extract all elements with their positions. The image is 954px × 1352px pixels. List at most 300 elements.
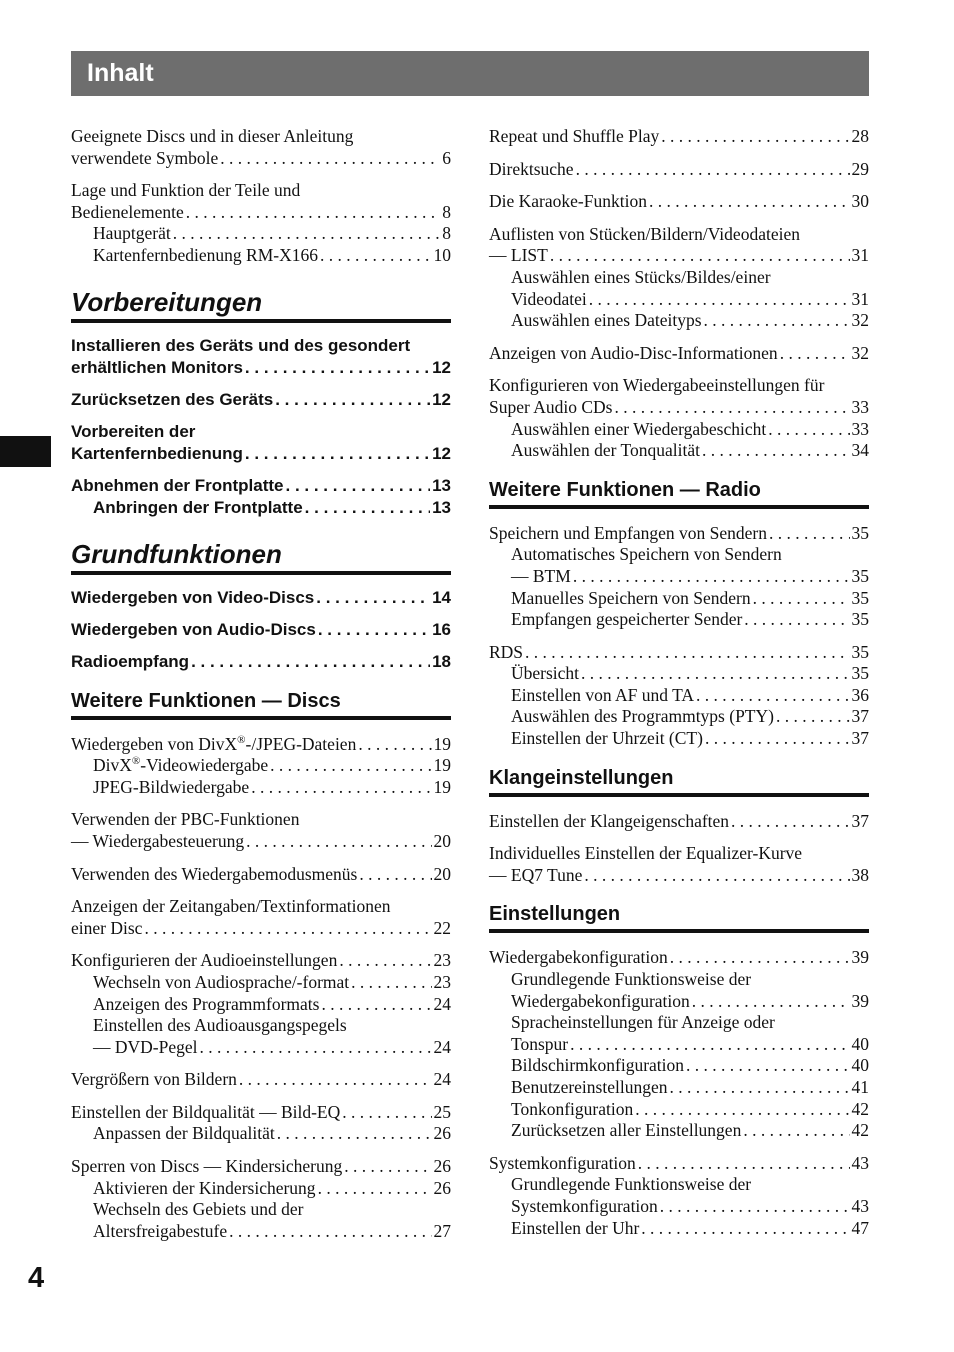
toc-entry[interactable]	[489, 126, 869, 148]
toc-entry[interactable]	[71, 896, 451, 918]
dot-leader	[220, 148, 440, 170]
toc-group	[71, 587, 451, 609]
toc-einstellungen	[489, 947, 869, 1239]
toc-entry[interactable]	[71, 809, 451, 831]
toc-entry[interactable]	[71, 1178, 451, 1200]
toc-entry-label: Grundlegende Funktionsweise der	[511, 969, 752, 990]
toc-entry[interactable]	[489, 159, 869, 181]
toc-entry-page: 31	[851, 245, 869, 266]
toc-group	[489, 375, 869, 461]
toc-entry[interactable]	[71, 619, 451, 641]
toc-entry-page: 19	[433, 733, 451, 754]
toc-entry-label: einer Disc	[71, 917, 143, 938]
page-number: 4	[28, 1262, 45, 1294]
toc-entry[interactable]	[489, 440, 869, 462]
toc-entry[interactable]	[71, 421, 451, 443]
toc-entry[interactable]	[71, 389, 451, 411]
toc-entry[interactable]	[71, 651, 451, 673]
toc-entry[interactable]	[489, 969, 869, 991]
toc-entry-page: 30	[851, 191, 869, 212]
toc-entry-label: Auflisten von Stücken/Bildern/Videodateien	[489, 223, 800, 244]
toc-entry-page: 40	[851, 1055, 869, 1076]
toc-entry-page: 38	[851, 864, 869, 885]
toc-entry[interactable]	[489, 375, 869, 397]
group-spacer	[71, 798, 451, 809]
toc-entry-label: Aktivieren der Kindersicherung	[93, 1177, 316, 1198]
toc-column-right	[489, 126, 869, 1250]
toc-group	[71, 421, 451, 465]
toc-entry-page: 29	[851, 158, 869, 179]
toc-entry[interactable]	[71, 497, 451, 519]
dot-leader	[589, 289, 850, 311]
toc-entry[interactable]	[489, 191, 869, 213]
toc-entry-page: 28	[851, 126, 869, 146]
dot-leader	[318, 1178, 432, 1200]
toc-entry[interactable]	[489, 609, 869, 631]
toc-entry-page: 32	[851, 342, 869, 363]
toc-entry-label: Anzeigen des Programmformats	[93, 993, 320, 1014]
toc-entry-page: 12	[432, 357, 451, 377]
dot-leader	[638, 1153, 850, 1175]
toc-entry-label: Wiedergeben von Video-Discs	[71, 587, 315, 607]
toc-entry[interactable]	[489, 397, 869, 419]
toc-group	[489, 811, 869, 833]
dot-leader	[239, 1069, 432, 1091]
toc-entry-label: Übersicht	[511, 663, 580, 684]
toc-entry[interactable]	[71, 1123, 451, 1145]
toc-entry[interactable]	[489, 1012, 869, 1034]
toc-entry-label: Tonkonfiguration	[511, 1098, 634, 1119]
toc-group	[489, 642, 869, 750]
toc-entry-label: Die Karaoke-Funktion	[489, 191, 647, 212]
toc-entry[interactable]	[489, 865, 869, 887]
toc-entry-label: Einstellen von AF und TA	[511, 684, 694, 705]
toc-entry-label: — Wiedergabesteuerung	[71, 830, 245, 851]
dot-leader	[614, 397, 849, 419]
toc-entry-page: 26	[433, 1156, 451, 1177]
dot-leader	[358, 734, 431, 756]
toc-entry[interactable]	[71, 443, 451, 465]
toc-entry-label: Verwenden der PBC-Funktionen	[71, 809, 300, 830]
toc-entry-label: Automatisches Speichern von Sendern	[511, 544, 782, 565]
toc-entry[interactable]	[71, 245, 451, 267]
toc-group	[489, 126, 869, 148]
toc-entry-page: 20	[433, 830, 451, 851]
toc-entry-page: 40	[851, 1033, 869, 1054]
toc-entry-page: 34	[851, 440, 869, 461]
toc-column-left	[71, 126, 451, 1253]
toc-entry[interactable]	[71, 180, 451, 202]
toc-entry-label: Anpassen der Bildqualität	[93, 1123, 275, 1144]
toc-entry[interactable]	[71, 1069, 451, 1091]
dot-leader	[229, 1221, 431, 1243]
toc-entry-label: Individuelles Einstellen der Equalizer-Kurve	[489, 843, 803, 864]
toc-entry-page: 43	[851, 1152, 869, 1173]
section-heading-discs: Weitere Funktionen — Discs	[71, 689, 451, 720]
toc-entry[interactable]	[489, 706, 869, 728]
toc-group	[489, 523, 869, 631]
toc-entry[interactable]	[71, 1037, 451, 1059]
dot-leader	[661, 126, 849, 148]
toc-entry-page: 24	[433, 993, 451, 1014]
dot-leader	[660, 1196, 850, 1218]
toc-entry-page: 42	[851, 1098, 869, 1119]
dot-leader	[339, 950, 431, 972]
toc-entry-label: Grundlegende Funktionsweise der	[511, 1174, 752, 1195]
toc-entry-label: Installieren des Geräts und des gesondert	[71, 335, 411, 355]
toc-entry[interactable]	[71, 335, 451, 357]
section-heading-einstellungen: Einstellungen	[489, 902, 869, 933]
toc-entry-page: 24	[433, 1036, 451, 1057]
toc-entry-page: 13	[432, 497, 451, 517]
toc-entry-page: 35	[851, 565, 869, 586]
toc-entry-page: 35	[851, 587, 869, 608]
toc-entry-label: Auswählen einer Wiedergabeschicht	[511, 418, 767, 439]
toc-entry-page: 26	[433, 1123, 451, 1144]
toc-entry-label: — DVD-Pegel	[93, 1036, 198, 1057]
toc-entry[interactable]	[489, 663, 869, 685]
toc-entry[interactable]	[71, 831, 451, 853]
toc-entry[interactable]	[489, 1099, 869, 1121]
toc-entry-label: Wiedergeben von Audio-Discs	[71, 619, 316, 639]
toc-entry-label: Wechseln des Gebiets und der	[93, 1199, 304, 1220]
dot-leader	[686, 1055, 849, 1077]
toc-entry[interactable]	[71, 202, 451, 224]
toc-group	[489, 947, 869, 1141]
toc-entry-page: 24	[433, 1069, 451, 1090]
toc-entry[interactable]	[489, 728, 869, 750]
dot-leader	[692, 991, 850, 1013]
toc-entry[interactable]	[71, 1015, 451, 1037]
toc-entry[interactable]	[71, 148, 451, 170]
toc-entry[interactable]	[489, 310, 869, 332]
toc-entry-label: Hauptgerät	[93, 223, 171, 244]
toc-entry[interactable]	[489, 267, 869, 289]
dot-leader	[320, 245, 431, 267]
toc-entry[interactable]	[489, 1077, 869, 1099]
toc-entry-label: Anzeigen von Audio-Disc-Informationen	[489, 342, 778, 363]
toc-entry-label: Abnehmen der Frontplatte	[71, 475, 284, 495]
toc-entry-label: Zurücksetzen aller Einstellungen	[511, 1120, 742, 1141]
toc-entry[interactable]	[489, 947, 869, 969]
section-heading-klang: Klangeinstellungen	[489, 766, 869, 797]
toc-group	[71, 809, 451, 852]
dot-leader	[246, 831, 431, 853]
toc-group	[489, 159, 869, 181]
toc-entry[interactable]	[71, 1199, 451, 1221]
toc-group	[71, 1069, 451, 1091]
dot-leader	[270, 755, 431, 777]
toc-entry-page: 16	[432, 619, 451, 639]
toc-entry[interactable]	[71, 357, 451, 379]
toc-entry-label: Bildschirmkonfiguration	[511, 1055, 685, 1076]
toc-entry-label: Auswählen eines Stücks/Bildes/einer	[511, 266, 771, 287]
toc-group	[71, 126, 451, 169]
toc-entry[interactable]	[489, 588, 869, 610]
dot-leader	[753, 588, 850, 610]
dot-leader	[550, 245, 850, 267]
toc-discs-list	[71, 777, 451, 1243]
toc-entry-label: Manuelles Speichern von Sendern	[511, 587, 751, 608]
toc-entry-page: 6	[442, 147, 451, 168]
dot-leader	[173, 223, 441, 245]
toc-group	[71, 335, 451, 379]
toc-entry-label: DivX®-Videowiedergabe	[93, 755, 269, 776]
toc-entry[interactable]	[489, 1055, 869, 1077]
toc-entry[interactable]	[71, 734, 451, 756]
toc-entry[interactable]	[71, 777, 451, 799]
toc-entry-label: Kartenfernbedienung RM-X166	[93, 244, 319, 265]
toc-entry[interactable]	[489, 1034, 869, 1056]
dot-leader	[525, 642, 849, 664]
toc-entry-label: Super Audio CDs	[489, 396, 613, 417]
section-tab-marker	[0, 436, 51, 467]
toc-entry-page: 25	[433, 1101, 451, 1122]
dot-leader	[245, 443, 430, 465]
dot-leader	[277, 1123, 432, 1145]
toc-entry-page: 19	[433, 755, 451, 776]
toc-group	[489, 224, 869, 332]
dot-leader	[768, 419, 849, 441]
dot-leader	[573, 566, 850, 588]
dot-leader	[576, 159, 850, 181]
toc-group	[71, 651, 451, 673]
toc-radio	[489, 523, 869, 750]
toc-entry-page: 35	[851, 663, 869, 684]
toc-entry-page: 33	[851, 418, 869, 439]
toc-entry-label: Tonspur	[511, 1033, 569, 1054]
toc-entry-label: erhältlichen Monitors	[71, 357, 243, 377]
toc-entry-label: Anbringen der Frontplatte	[93, 497, 303, 517]
toc-entry-label: Systemkonfiguration	[489, 1152, 636, 1173]
toc-entry-label: Wiedergabekonfiguration	[489, 947, 668, 968]
toc-entry[interactable]	[71, 950, 451, 972]
toc-entry[interactable]	[489, 566, 869, 588]
toc-entry[interactable]	[489, 642, 869, 664]
toc-group	[71, 1156, 451, 1242]
toc-entry-label: — BTM	[511, 565, 571, 586]
toc-entry[interactable]	[71, 755, 451, 777]
dot-leader	[191, 651, 430, 673]
toc-entry-page: 14	[432, 587, 451, 607]
toc-entry-label: Einstellen des Audioausgangspegels	[93, 1015, 347, 1036]
toc-entry-label: — EQ7 Tune	[489, 864, 583, 885]
toc-entry-label: Vorbereiten der	[71, 421, 196, 441]
toc-entry[interactable]	[71, 475, 451, 497]
toc-entry-label: Konfigurieren der Audioeinstellungen	[71, 950, 338, 971]
toc-entry-page: 37	[851, 706, 869, 727]
dot-leader	[705, 728, 850, 750]
toc-entry-page: 18	[432, 651, 451, 671]
toc-entry[interactable]	[489, 523, 869, 545]
toc-entry[interactable]	[71, 1156, 451, 1178]
toc-entry-page: 41	[851, 1077, 869, 1097]
toc-entry-page: 32	[851, 310, 869, 331]
toc-entry-page: 35	[851, 641, 869, 662]
toc-entry-page: 12	[432, 443, 451, 463]
toc-entry[interactable]	[71, 1221, 451, 1243]
toc-entry-page: 37	[851, 810, 869, 831]
dot-leader	[744, 609, 849, 631]
toc-entry-label: Geeignete Discs und in dieser Anleitung	[71, 126, 354, 146]
toc-discs	[71, 734, 451, 1243]
toc-entry-label: Auswählen eines Dateityps	[511, 310, 702, 331]
toc-entry-label: Zurücksetzen des Geräts	[71, 389, 274, 409]
toc-entry[interactable]	[71, 126, 451, 148]
toc-entry-page: 20	[433, 863, 451, 884]
toc-entry-label: Benutzereinstellungen	[511, 1077, 668, 1097]
toc-group	[71, 389, 451, 411]
toc-group	[489, 843, 869, 886]
toc-entry-page: 10	[433, 244, 451, 265]
toc-entry[interactable]	[489, 289, 869, 311]
toc-klang	[489, 811, 869, 887]
toc-entry-label: Einstellen der Klangeigenschaften	[489, 810, 730, 831]
dot-leader	[669, 1077, 849, 1099]
toc-entry-page: 19	[433, 776, 451, 797]
toc-entry-page: 23	[433, 950, 451, 971]
toc-entry[interactable]	[71, 994, 451, 1016]
dot-leader	[649, 191, 850, 213]
dot-leader	[316, 587, 430, 609]
toc-entry-label: Einstellen der Uhrzeit (CT)	[511, 728, 703, 749]
toc-group	[71, 864, 451, 886]
toc-entry[interactable]	[489, 343, 869, 365]
dot-leader	[635, 1099, 849, 1121]
toc-entry-label: Direktsuche	[489, 158, 574, 179]
toc-entry[interactable]	[71, 864, 451, 886]
toc-entry-page: 26	[433, 1177, 451, 1198]
toc-entry-label: Sperren von Discs — Kindersicherung	[71, 1156, 343, 1177]
toc-entry-page: 39	[851, 947, 869, 968]
toc-group	[71, 180, 451, 266]
toc-entry[interactable]	[489, 1218, 869, 1240]
toc-entry-label: Kartenfernbedienung	[71, 443, 243, 463]
toc-entry-label: Empfangen gespeicherter Sender	[511, 609, 743, 630]
toc-entry-label: Vergrößern von Bildern	[71, 1069, 237, 1090]
toc-entry[interactable]	[489, 843, 869, 865]
toc-entry[interactable]	[489, 1174, 869, 1196]
toc-entry-page: 27	[433, 1220, 451, 1241]
toc-entry-label: JPEG-Bildwiedergabe	[93, 776, 250, 797]
toc-entry-label: Lage und Funktion der Teile und	[71, 180, 301, 201]
toc-group	[71, 1102, 451, 1145]
toc-entry-label: Systemkonfiguration	[511, 1195, 658, 1216]
toc-entry[interactable]	[489, 544, 869, 566]
toc-entry[interactable]	[71, 972, 451, 994]
toc-entry-page: 23	[433, 971, 451, 992]
dot-leader	[275, 389, 430, 411]
toc-entry[interactable]	[489, 224, 869, 246]
dot-leader	[305, 497, 430, 519]
dot-leader	[344, 1156, 431, 1178]
toc-entry-page: 35	[851, 609, 869, 630]
dot-leader	[342, 1102, 431, 1124]
toc-entry-label: Bedienelemente	[71, 201, 184, 222]
toc-entry-page: 35	[851, 522, 869, 543]
dot-leader	[359, 864, 431, 886]
toc-entry-label: Auswählen der Tonqualität	[511, 440, 700, 461]
section-heading-radio: Weitere Funktionen — Radio	[489, 478, 869, 509]
dot-leader	[570, 1034, 849, 1056]
dot-leader	[731, 811, 849, 833]
toc-entry-label: Wiedergabekonfiguration	[511, 990, 690, 1011]
toc-entry-label: RDS	[489, 641, 524, 662]
section-heading-grundfunktionen: Grundfunktionen	[71, 539, 451, 575]
toc-entry-label: Altersfreigabestufe	[93, 1220, 228, 1241]
toc-entry-page: 31	[851, 288, 869, 309]
toc-entry-label: verwendete Symbole	[71, 147, 219, 168]
toc-entry[interactable]	[489, 1196, 869, 1218]
toc-entry[interactable]	[71, 223, 451, 245]
toc-entry[interactable]	[489, 991, 869, 1013]
toc-entry-page: 33	[851, 396, 869, 417]
toc-group	[489, 343, 869, 365]
toc-entry-page: 37	[851, 728, 869, 749]
toc-entry[interactable]	[71, 918, 451, 940]
dot-leader	[780, 343, 850, 365]
toc-entry[interactable]	[489, 1153, 869, 1175]
dot-leader	[318, 619, 430, 641]
toc-intro	[71, 126, 451, 267]
dot-leader	[286, 475, 431, 497]
toc-entry-label: Einstellen der Bildqualität — Bild-EQ	[71, 1101, 341, 1122]
toc-entry-label: Anzeigen der Zeitangaben/Textinformationen	[71, 896, 391, 917]
dot-leader	[769, 523, 850, 545]
dot-leader	[776, 706, 850, 728]
dot-leader	[245, 357, 430, 379]
toc-entry-page: 22	[433, 917, 451, 938]
toc-entry-label: Auswählen des Programmtyps (PTY)	[511, 706, 774, 727]
dot-leader	[704, 310, 850, 332]
toc-entry-label: Verwenden des Wiedergabemodusmenüs	[71, 863, 358, 884]
toc-entry-page: 13	[432, 475, 451, 495]
toc-group	[71, 619, 451, 641]
toc-entry-label: Speichern und Empfangen von Sendern	[489, 522, 767, 543]
dot-leader	[144, 918, 431, 940]
toc-group	[71, 950, 451, 1058]
toc-entry[interactable]	[489, 811, 869, 833]
dot-leader	[200, 1037, 432, 1059]
toc-entry[interactable]	[489, 685, 869, 707]
toc-group	[71, 896, 451, 939]
page-title: Inhalt	[71, 51, 869, 96]
toc-entry[interactable]	[71, 1102, 451, 1124]
toc-group	[71, 475, 451, 519]
dot-leader	[321, 994, 431, 1016]
toc-entry[interactable]	[489, 1120, 869, 1142]
dot-leader	[251, 777, 431, 799]
toc-vorbereitungen	[71, 335, 451, 519]
toc-entry-page: 8	[442, 201, 451, 222]
toc-entry[interactable]	[489, 419, 869, 441]
toc-entry-page: 8	[442, 223, 451, 244]
toc-entry-label: Wiedergeben von DivX®-/JPEG-Dateien	[71, 733, 357, 754]
toc-entry[interactable]	[71, 587, 451, 609]
toc-entry-label: Konfigurieren von Wiedergabeeinstellungen für	[489, 375, 825, 396]
toc-entry-page: 47	[851, 1217, 869, 1238]
toc-entry-page: 43	[851, 1195, 869, 1216]
section-heading-vorbereitungen: Vorbereitungen	[71, 287, 451, 323]
toc-entry-label: Spracheinstellungen für Anzeige oder	[511, 1012, 775, 1033]
dot-leader	[702, 440, 850, 462]
toc-entry-page: 12	[432, 389, 451, 409]
dot-leader	[584, 865, 849, 887]
toc-entry[interactable]	[489, 245, 869, 267]
toc-entry-page: 42	[851, 1120, 869, 1141]
dot-leader	[581, 663, 849, 685]
dot-leader	[186, 202, 441, 224]
